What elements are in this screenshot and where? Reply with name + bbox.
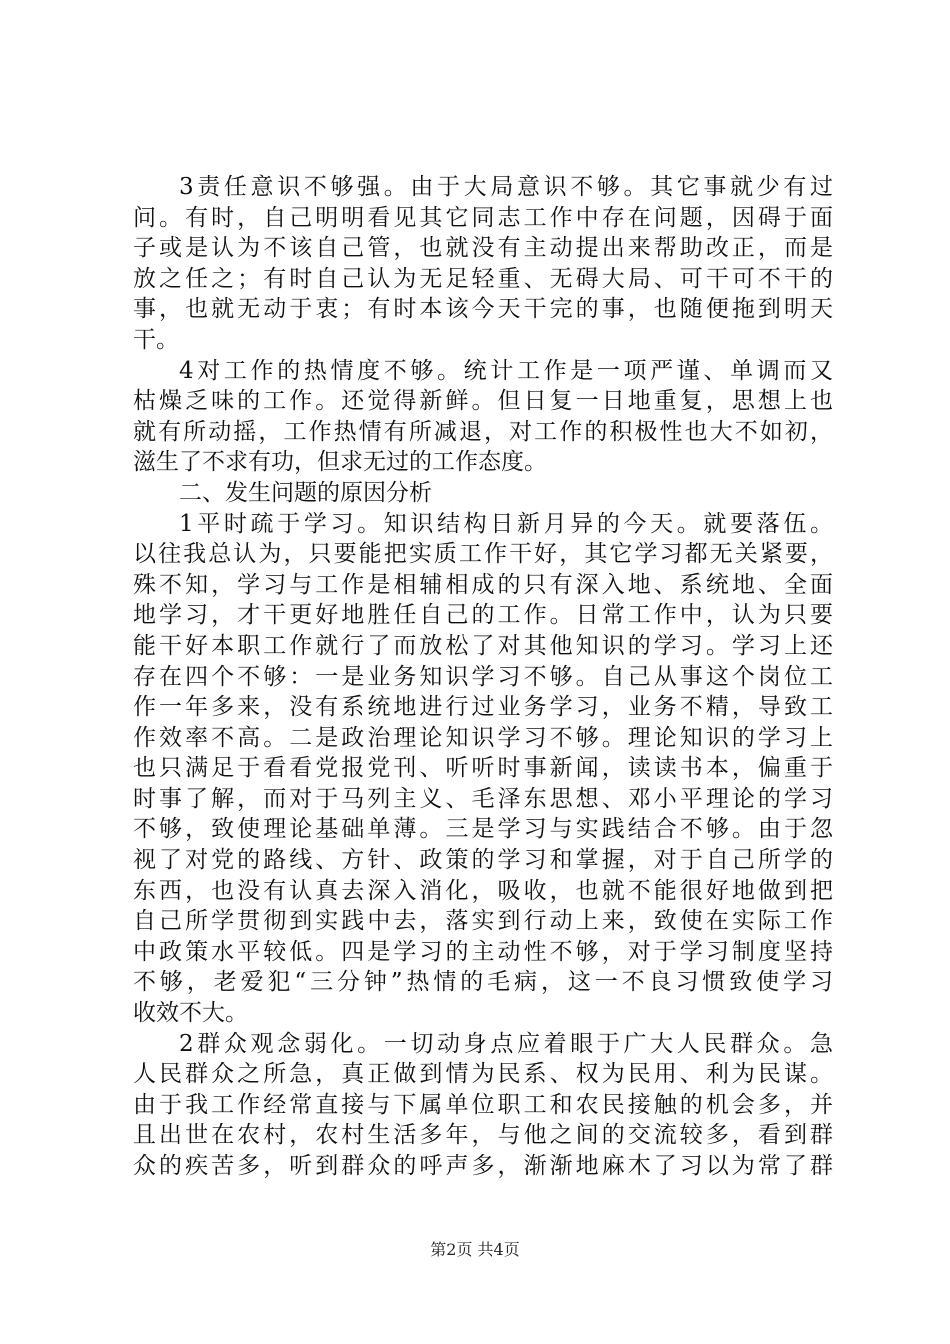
text-line: 存在四个不够：一是业务知识学习不够。自己从事这个岗位工: [133, 663, 833, 690]
text-line: 2群众观念弱化。一切动身点应着眼于广大人民群众。急: [179, 1030, 833, 1057]
text-line: 地学习，才干更好地胜任自己的工作。日常工作中，认为只要: [133, 602, 833, 629]
text-line: 人民群众之所急，真正做到情为民系、权为民用、利为民谋。: [133, 1061, 833, 1088]
text-line: 就有所动摇，工作热情有所减退，对工作的积极性也大不如初，: [133, 418, 833, 445]
text-line: 中政策水平较低。四是学习的主动性不够，对于学习制度坚持: [133, 938, 833, 965]
text-line: 枯燥乏味的工作。还觉得新鲜。但日复一日地重复，思想上也: [133, 388, 833, 415]
text-line: 干。: [133, 326, 179, 353]
text-line: 不够，老爱犯“三分钟”热情的毛病，这一不良习惯致使学习: [133, 969, 833, 996]
text-line: 自己所学贯彻到实践中去，落实到行动上来，致使在实际工作: [133, 908, 833, 935]
page-footer: 第2页 共4页: [430, 1240, 520, 1259]
document-body: [133, 172, 833, 1182]
text-line: 事，也就无动于衷；有时本该今天干完的事，也随便拖到明天: [133, 296, 833, 323]
text-line: 问。有时，自己明明看见其它同志工作中存在问题，因碍于面: [133, 204, 833, 231]
text-line: 能干好本职工作就行了而放松了对其他知识的学习。学习上还: [133, 632, 833, 659]
text-line: 放之任之；有时自己认为无足轻重、无碍大局、可干可不干的: [133, 265, 833, 292]
text-line: 1平时疏于学习。知识结构日新月异的今天。就要落伍。: [179, 510, 833, 537]
text-line: 且出世在农村，农村生活多年，与他之间的交流较多，看到群: [133, 1122, 833, 1149]
text-line: 滋生了不求有功，但求无过的工作态度。: [133, 449, 547, 476]
text-line: 众的疾苦多，听到群众的呼声多，渐渐地麻木了习以为常了群: [133, 1153, 833, 1179]
text-line: 不够，致使理论基础单薄。三是学习与实践结合不够。由于忽: [133, 816, 833, 843]
paragraph: [133, 356, 833, 478]
paragraph: [133, 478, 833, 509]
text-line: 殊不知，学习与工作是相辅相成的只有深入地、系统地、全面: [133, 571, 833, 598]
text-line: 收效不大。: [133, 1000, 248, 1027]
text-line: 时事了解，而对于马列主义、毛泽东思想、邓小平理论的学习: [133, 785, 833, 812]
text-line: 二、发生问题的原因分析: [179, 479, 432, 506]
text-line: 以往我总认为，只要能把实质工作干好，其它学习都无关紧要，: [133, 541, 833, 568]
text-line: 3责任意识不够强。由于大局意识不够。其它事就少有过: [179, 174, 833, 200]
paragraph: [133, 509, 833, 1029]
text-line: 由于我工作经常直接与下属单位职工和农民接触的机会多，并: [133, 1091, 833, 1118]
text-line: 作效率不高。二是政治理论知识学习不够。理论知识的学习上: [133, 724, 833, 751]
paragraph: [133, 172, 833, 356]
text-line: 视了对党的路线、方针、政策的学习和掌握，对于自己所学的: [133, 847, 833, 874]
text-line: 作一年多来，没有系统地进行过业务学习，业务不精，导致工: [133, 694, 833, 721]
text-line: 东西，也没有认真去深入消化，吸收，也就不能很好地做到把: [133, 877, 833, 904]
text-line: 4对工作的热情度不够。统计工作是一项严谨、单调而又: [179, 357, 833, 384]
text-line: 子或是认为不该自己管，也就没有主动提出来帮助改正，而是: [133, 235, 833, 262]
paragraph: [133, 1029, 833, 1182]
text-line: 也只满足于看看党报党刊、听听时事新闻，读读书本，偏重于: [133, 755, 833, 782]
